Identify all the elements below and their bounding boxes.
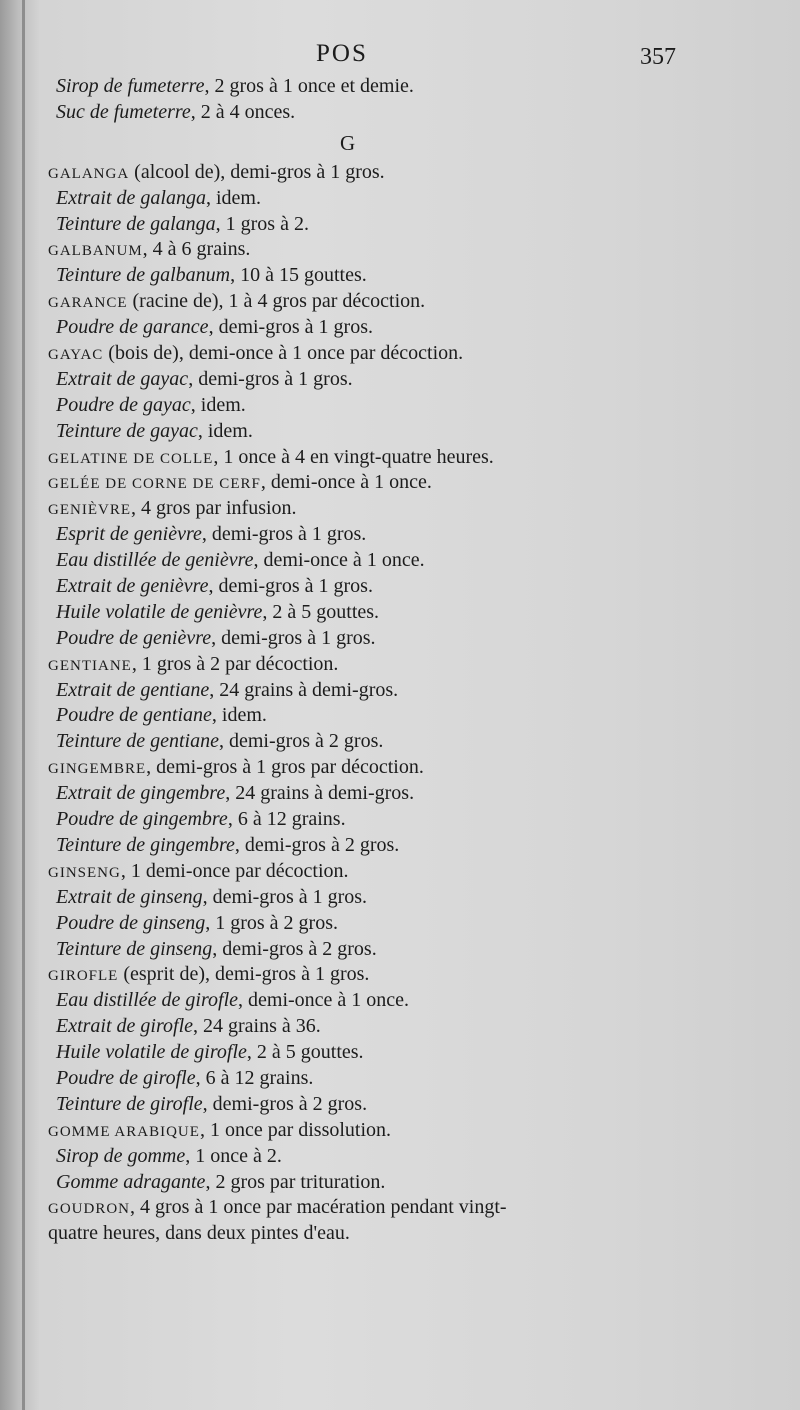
entry-heading: GALANGA <box>48 165 130 182</box>
dosage-entry <box>48 574 788 600</box>
entry-heading: GENIÈVRE <box>48 502 131 519</box>
dosage-entry <box>48 419 788 445</box>
entry-heading: GARANCE <box>48 295 128 312</box>
entry-dosage: , 2 gros par trituration. <box>205 1170 386 1193</box>
dosage-entry <box>48 1014 788 1040</box>
dosage-entry <box>48 911 788 937</box>
dosage-entry <box>48 1144 788 1170</box>
dosage-entry <box>48 315 788 341</box>
dosage-entry <box>48 807 788 833</box>
dosage-entry <box>48 962 788 988</box>
entry-dosage: , idem. <box>205 186 261 209</box>
entry-dosage: (bois de), demi-once à 1 once par décoction. <box>103 342 464 365</box>
entry-dosage: , 1 gros à 2. <box>215 212 309 235</box>
dosage-entry <box>48 1170 788 1196</box>
entry-dosage: , idem. <box>190 393 246 416</box>
entry-dosage: , 24 grains à demi-gros. <box>225 782 415 805</box>
dosage-entry <box>48 341 788 367</box>
letter-heading: G <box>340 130 356 155</box>
entry-dosage: , demi-gros à 1 gros par décoction. <box>146 756 424 779</box>
entry-dosage: , 2 gros à 1 once et demie. <box>204 75 414 97</box>
entry-term: Eau distillée de genièvre <box>56 549 254 572</box>
entry-dosage: , 1 gros à 2 gros. <box>205 911 338 934</box>
entry-dosage: , demi-gros à 2 gros. <box>202 1092 368 1115</box>
entry-term: Poudre de girofle <box>56 1066 196 1089</box>
entry-term: Teinture de gingembre <box>56 833 235 856</box>
entry-dosage: (racine de), 1 à 4 gros par décoction. <box>127 290 426 313</box>
page-gutter <box>22 0 25 1410</box>
entry-dosage: , 4 gros à 1 once par macération pendant vingt- <box>130 1196 507 1219</box>
entry-dosage: , demi-gros à 2 gros. <box>234 833 400 856</box>
entry-list <box>48 74 788 1247</box>
dosage-entry <box>48 1092 788 1118</box>
dosage-entry <box>48 626 788 652</box>
entry-heading: GINSENG <box>48 864 121 881</box>
dosage-entry <box>48 100 788 126</box>
dosage-entry <box>48 859 788 885</box>
entry-dosage: , 10 à 15 gouttes. <box>230 264 367 287</box>
dosage-entry <box>48 160 788 186</box>
entry-heading: GOUDRON <box>48 1201 130 1218</box>
dosage-entry <box>48 470 788 496</box>
entry-dosage: , 4 gros par infusion. <box>131 497 297 520</box>
entry-term: Poudre de gingembre <box>56 808 228 831</box>
entry-dosage: , 24 grains à demi-gros. <box>209 678 399 701</box>
entry-dosage: , demi-gros à 1 gros. <box>201 523 367 546</box>
entry-term: Poudre de genièvre <box>56 626 212 649</box>
entry-heading: GOMME ARABIQUE <box>48 1123 200 1140</box>
dosage-entry <box>48 937 788 963</box>
entry-dosage: , 6 à 12 grains. <box>195 1066 314 1089</box>
page-number: 357 <box>640 44 676 70</box>
entry-term: Huile volatile de genièvre <box>56 600 263 623</box>
entry-term: Extrait de galanga <box>56 186 206 209</box>
entry-term: Gomme adragante <box>56 1170 206 1193</box>
dosage-entry <box>48 755 788 781</box>
entry-dosage: , idem. <box>211 704 267 727</box>
entry-term: Suc de fumeterre <box>56 100 191 123</box>
entry-heading: GALBANUM <box>48 243 143 260</box>
entry-dosage: , demi-gros à 1 gros. <box>208 316 373 339</box>
dosage-entry <box>48 885 788 911</box>
entry-dosage: , 2 à 5 gouttes. <box>246 1041 364 1064</box>
entry-term: Eau distillée de girofle <box>56 989 239 1012</box>
entry-term: Extrait de genièvre <box>56 575 209 598</box>
entry-term: Huile volatile de girofle <box>56 1041 247 1064</box>
entry-dosage: , demi-gros à 1 gros. <box>208 575 373 598</box>
entry-term: Teinture de gayac <box>56 419 198 442</box>
dosage-entry <box>48 781 788 807</box>
entry-term: Teinture de galbanum <box>56 264 231 287</box>
entry-dosage: , demi-gros à 1 gros. <box>188 367 353 390</box>
entry-term: Teinture de gentiane <box>56 730 219 753</box>
dosage-entry <box>48 1040 788 1066</box>
entry-term: Poudre de gentiane <box>56 704 212 727</box>
dosage-entry <box>48 186 788 212</box>
dosage-entry <box>48 212 788 238</box>
dosage-entry <box>48 263 788 289</box>
dosage-entry <box>48 1195 788 1221</box>
dosage-entry <box>48 393 788 419</box>
entry-heading: GINGEMBRE <box>48 761 147 778</box>
entry-term: Poudre de ginseng <box>56 911 206 934</box>
entry-term: Extrait de gingembre <box>56 782 226 805</box>
entry-term: Extrait de girofle <box>56 1015 194 1038</box>
entry-dosage: , 2 à 5 gouttes. <box>262 600 380 623</box>
dosage-entry <box>48 445 788 471</box>
entry-dosage: , idem. <box>197 419 253 442</box>
entry-dosage: , 2 à 4 onces. <box>190 100 296 123</box>
dosage-entry <box>48 74 788 100</box>
entry-dosage: , 1 once à 2. <box>185 1144 282 1167</box>
entry-dosage: , 4 à 6 grains. <box>142 238 251 261</box>
entry-heading: GENTIANE <box>48 657 132 674</box>
dosage-entry <box>48 833 788 859</box>
entry-dosage: , demi-once à 1 once. <box>253 549 425 572</box>
dosage-entry <box>48 522 788 548</box>
dosage-entry <box>48 1066 788 1092</box>
entry-term: Esprit de genièvre <box>56 523 202 546</box>
entry-term: Sirop de gomme <box>56 1144 186 1167</box>
entry-dosage: (alcool de), demi-gros à 1 gros. <box>129 160 385 183</box>
dosage-entry <box>48 652 788 678</box>
dosage-entry <box>48 729 788 755</box>
dosage-entry <box>48 988 788 1014</box>
entry-heading: GIROFLE <box>48 968 119 985</box>
entry-dosage: , 1 demi-once par décoction. <box>120 859 349 882</box>
entry-dosage: , demi-gros à 2 gros. <box>218 730 384 753</box>
dosage-entry <box>48 289 788 315</box>
entry-heading: GELATINE DE COLLE <box>48 450 214 467</box>
entry-dosage: , demi-once à 1 once. <box>260 471 432 494</box>
dosage-entry <box>48 1221 788 1247</box>
entry-term: Teinture de galanga <box>56 212 216 235</box>
entry-dosage: , demi-gros à 2 gros. <box>212 937 377 960</box>
entry-term: Teinture de ginseng <box>56 937 213 960</box>
entry-term: Extrait de gentiane <box>56 678 210 701</box>
entry-dosage: , 1 gros à 2 par décoction. <box>131 652 339 675</box>
dosage-entry <box>48 1118 788 1144</box>
entry-dosage: , 1 once par dissolution. <box>199 1118 392 1141</box>
entry-dosage: , 24 grains à 36. <box>193 1015 321 1038</box>
running-head: POS <box>316 40 368 67</box>
entry-dosage: (esprit de), demi-gros à 1 gros. <box>118 963 370 986</box>
entry-dosage: , demi-once à 1 once. <box>238 989 410 1012</box>
dosage-entry <box>48 496 788 522</box>
entry-dosage: , demi-gros à 1 gros. <box>202 885 368 908</box>
dosage-entry <box>48 237 788 263</box>
entry-term: Extrait de gayac <box>56 367 189 390</box>
dosage-entry <box>48 548 788 574</box>
entry-term: Sirop de fumeterre <box>56 75 205 97</box>
entry-term: Teinture de girofle <box>56 1092 203 1115</box>
entry-term: Poudre de gayac <box>56 393 191 416</box>
dosage-entry <box>48 367 788 393</box>
entry-heading: GELÉE DE CORNE DE CERF <box>48 476 261 493</box>
entry-term: Poudre de garance <box>56 316 209 339</box>
entry-dosage: , 6 à 12 grains. <box>227 808 346 831</box>
entry-dosage: , 1 once à 4 en vingt-quatre heures. <box>213 445 494 468</box>
dosage-entry <box>48 600 788 626</box>
entry-heading: GAYAC <box>48 347 104 364</box>
entry-dosage: quatre heures, dans deux pintes d'eau. <box>48 1222 350 1245</box>
entry-dosage: , demi-gros à 1 gros. <box>211 626 376 649</box>
dosage-entry <box>48 678 788 704</box>
dosage-entry <box>48 703 788 729</box>
entry-term: Extrait de ginseng <box>56 885 203 908</box>
